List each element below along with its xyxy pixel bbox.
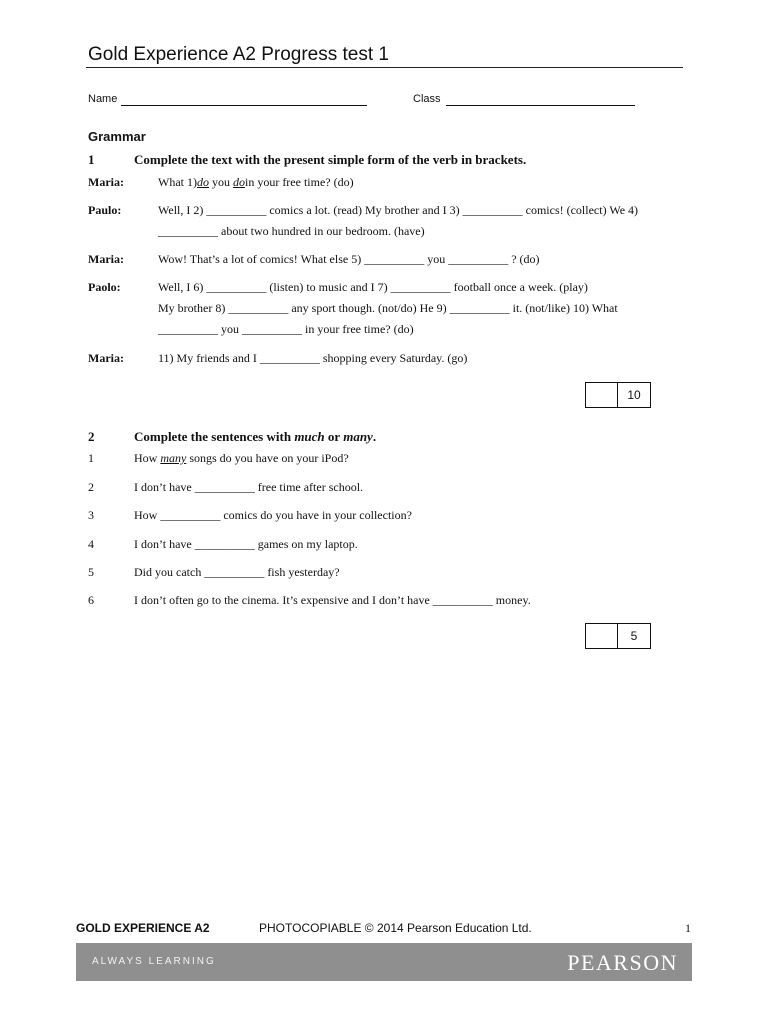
exercise-2-instruction: Complete the sentences with much or many.: [134, 429, 377, 444]
dialogue-line: __________ you __________ in your free time? (do): [158, 322, 414, 336]
exercise-1-number: 1: [88, 152, 95, 167]
speaker-label: Paolo:: [88, 280, 121, 294]
speaker-label: Paulo:: [88, 203, 122, 217]
footer-book-title: GOLD EXPERIENCE A2: [76, 921, 210, 935]
page-title: Gold Experience A2 Progress test 1: [88, 44, 389, 65]
name-field-line[interactable]: [121, 105, 367, 106]
class-field-line[interactable]: [446, 105, 635, 106]
sentence-item: How many songs do you have on your iPod?: [134, 451, 349, 465]
item-number: 6: [88, 593, 94, 607]
item-number: 1: [88, 451, 94, 465]
score-entry-cell[interactable]: [586, 383, 618, 407]
score-box-exercise-2: [585, 623, 651, 649]
dialogue-line: Well, I 6) __________ (listen) to music and I 7) __________ football once a week. (play): [158, 280, 588, 294]
exercise-1-instruction: Complete the text with the present simple form of the verb in brackets.: [134, 152, 527, 167]
page-number: 1: [685, 921, 691, 935]
footer-copyright: PHOTOCOPIABLE © 2014 Pearson Education Ltd.: [259, 921, 532, 935]
exercise-2-number: 2: [88, 429, 95, 444]
class-label: Class: [413, 93, 441, 105]
score-box-exercise-1: [585, 382, 651, 408]
score-total: 5: [630, 629, 638, 643]
sentence-item: I don’t often go to the cinema. It’s expensive and I don’t have __________ money.: [134, 593, 531, 607]
score-total: 10: [627, 388, 641, 402]
title-divider: [86, 67, 683, 68]
item-number: 4: [88, 537, 94, 551]
name-label: Name: [88, 93, 118, 105]
footer-brand-bar: [76, 943, 692, 981]
sentence-item: I don’t have __________ free time after school.: [134, 480, 364, 494]
sentence-item: I don’t have __________ games on my laptop.: [134, 537, 358, 551]
dialogue-line: __________ about two hundred in our bedroom. (have): [158, 224, 425, 238]
item-number: 3: [88, 508, 94, 522]
pearson-logo: PEARSON: [567, 950, 678, 975]
sentence-item: Did you catch __________ fish yesterday?: [134, 565, 340, 579]
footer-tagline: ALWAYS LEARNING: [92, 956, 216, 967]
example-answer: do: [232, 175, 245, 189]
item-number: 2: [88, 480, 94, 494]
sentence-item: How __________ comics do you have in your collection?: [134, 508, 412, 522]
example-answer: many: [160, 451, 187, 465]
dialogue-line: What 1)do you doin your free time? (do): [158, 175, 354, 189]
score-entry-cell[interactable]: [586, 624, 618, 648]
dialogue-line: Wow! That’s a lot of comics! What else 5) __________ you __________ ? (do): [158, 252, 540, 266]
dialogue-line: Well, I 2) __________ comics a lot. (read) My brother and I 3) __________ comics! (collect) We 4): [158, 203, 639, 217]
speaker-label: Maria:: [88, 175, 124, 189]
speaker-label: Maria:: [88, 252, 124, 266]
section-heading: Grammar: [88, 129, 146, 144]
speaker-label: Maria:: [88, 351, 124, 365]
item-number: 5: [88, 565, 94, 579]
dialogue-line: 11) My friends and I __________ shopping every Saturday. (go): [158, 351, 468, 365]
example-answer: do: [196, 175, 209, 189]
dialogue-line: My brother 8) __________ any sport though. (not/do) He 9) __________ it. (not/like) 10) What: [158, 301, 618, 315]
